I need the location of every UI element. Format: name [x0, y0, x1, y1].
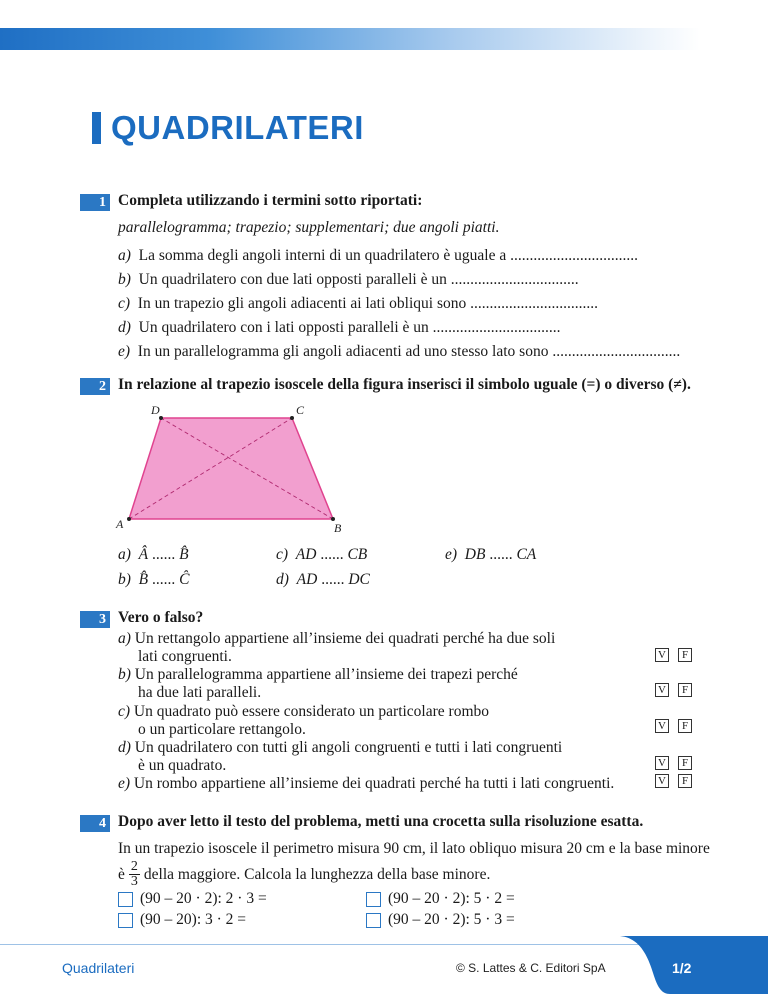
- item-line1: Un rombo appartiene all’insieme dei quadrati perché ha tutti i lati congruenti.: [133, 775, 615, 792]
- fraction-numerator: 2: [130, 859, 138, 874]
- item-letter: d): [276, 571, 289, 588]
- trapezoid-figure: [108, 402, 358, 534]
- true-box[interactable]: V: [655, 774, 669, 788]
- item-letter: c): [118, 295, 131, 312]
- item-letter: e): [445, 546, 458, 563]
- item-letter: a): [118, 630, 131, 647]
- fill-item: [118, 343, 680, 361]
- item-letter: e): [118, 343, 131, 360]
- fill-item: [118, 271, 579, 289]
- item-letter: d): [118, 739, 131, 756]
- vertex-a-point: [127, 517, 131, 521]
- header-band: [0, 28, 700, 50]
- option-checkbox[interactable]: [366, 892, 381, 907]
- compare-dots: ......: [489, 546, 513, 563]
- problem-prefix: è: [118, 865, 125, 883]
- item-line2: è un quadrato.: [138, 757, 227, 774]
- compare-right: DC: [348, 571, 370, 588]
- item-line2: o un particolare rettangolo.: [138, 721, 306, 738]
- compare-item: [118, 571, 189, 589]
- false-box[interactable]: F: [678, 774, 692, 788]
- item-letter: a): [118, 247, 131, 264]
- compare-left: Â: [138, 546, 149, 563]
- fraction: [129, 860, 140, 889]
- exercise-title: In relazione al trapezio isoscele della figura inserisci il simbolo uguale (=) o diverso (≠).: [118, 376, 691, 393]
- true-false-item: [118, 703, 489, 739]
- exercise-title: Completa utilizzando i termini sotto riportati:: [118, 192, 423, 209]
- true-false-item: [118, 775, 614, 793]
- item-text: La somma degli angoli interni di un quadrilatero è uguale a .................................: [138, 247, 639, 264]
- vertex-a-label: A: [116, 517, 124, 531]
- problem-text-2: [118, 860, 490, 889]
- true-box[interactable]: V: [655, 756, 669, 770]
- problem-text: In un trapezio isoscele il perimetro misura 90 cm, il lato obliquo misura 20 cm e la base minore: [118, 840, 710, 857]
- false-box[interactable]: F: [678, 719, 692, 733]
- footer-copyright: © S. Lattes & C. Editori SpA: [456, 961, 606, 975]
- true-false-item: [118, 630, 555, 666]
- exercise-number: 3: [80, 611, 110, 628]
- vertex-c-point: [290, 416, 294, 420]
- title-marker: [92, 112, 101, 144]
- vertex-d-label: D: [151, 403, 160, 417]
- compare-right: Ĉ: [179, 571, 190, 588]
- option-checkbox[interactable]: [118, 892, 133, 907]
- item-text: Un quadrilatero con i lati opposti paralleli è un .................................: [138, 319, 561, 336]
- page-number: 1/2: [672, 960, 692, 976]
- item-letter: b): [118, 666, 131, 683]
- false-box[interactable]: F: [678, 683, 692, 697]
- compare-left: DB: [464, 546, 486, 563]
- compare-left: AD: [296, 571, 318, 588]
- false-box[interactable]: F: [678, 648, 692, 662]
- compare-right: B̂: [179, 546, 189, 563]
- exercise-title: Dopo aver letto il testo del problema, metti una crocetta sulla risoluzione esatta.: [118, 813, 644, 830]
- item-line1: Un quadrilatero con tutti gli angoli congruenti e tutti i lati congruenti: [134, 739, 563, 756]
- item-line1: Un quadrato può essere considerato un particolare rombo: [133, 703, 490, 720]
- item-letter: d): [118, 319, 131, 336]
- item-letter: b): [118, 271, 131, 288]
- vertex-c-label: C: [296, 403, 305, 417]
- compare-dots: ......: [320, 546, 344, 563]
- option-label: (90 – 20 · 2): 2 · 3 =: [140, 890, 267, 907]
- trapezoid-shape: [129, 418, 333, 519]
- item-letter: e): [118, 775, 131, 792]
- item-line2: lati congruenti.: [138, 648, 232, 665]
- page-tab-shape: [620, 936, 768, 994]
- page-title-block: [92, 108, 364, 148]
- false-box[interactable]: F: [678, 756, 692, 770]
- compare-dots: ......: [152, 546, 176, 563]
- exercise-number: 2: [80, 378, 110, 395]
- true-box[interactable]: V: [655, 683, 669, 697]
- item-letter: b): [118, 571, 131, 588]
- true-box[interactable]: V: [655, 648, 669, 662]
- exercise-number: 1: [80, 194, 110, 211]
- item-letter: c): [276, 546, 289, 563]
- true-box[interactable]: V: [655, 719, 669, 733]
- fraction-denominator: 3: [130, 874, 138, 889]
- compare-left: AD: [295, 546, 317, 563]
- terms-list: parallelogramma; trapezio; supplementari; due angoli piatti.: [118, 219, 500, 236]
- compare-left: B̂: [138, 571, 149, 588]
- item-line1: Un parallelogramma appartiene all’insieme dei trapezi perché: [134, 666, 518, 683]
- compare-item: [445, 546, 536, 564]
- fill-item: [118, 247, 638, 265]
- item-text: In un parallelogramma gli angoli adiacenti ad uno stesso lato sono .................................: [137, 343, 681, 360]
- compare-right: CB: [347, 546, 368, 563]
- fill-item: [118, 295, 598, 313]
- true-false-item: [118, 739, 562, 775]
- option-checkbox[interactable]: [366, 913, 381, 928]
- compare-item: [276, 546, 367, 564]
- compare-dots: ......: [152, 571, 176, 588]
- option-label: (90 – 20): 3 · 2 =: [140, 911, 247, 928]
- option-label: (90 – 20 · 2): 5 · 2 =: [388, 890, 515, 907]
- compare-item: [276, 571, 370, 589]
- true-false-item: [118, 666, 518, 702]
- option-label: (90 – 20 · 2): 5 · 3 =: [388, 911, 515, 928]
- item-line2: ha due lati paralleli.: [138, 684, 262, 701]
- footer-section-name: Quadrilateri: [62, 960, 135, 976]
- problem-suffix: della maggiore. Calcola la lunghezza della base minore.: [143, 865, 491, 883]
- vertex-b-label: B: [334, 521, 342, 534]
- page-title: QUADRILATERI: [111, 109, 364, 146]
- item-text: In un trapezio gli angoli adiacenti ai lati obliqui sono .................................: [137, 295, 598, 312]
- fill-item: [118, 319, 561, 337]
- item-text: Un quadrilatero con due lati opposti paralleli è un .................................: [138, 271, 579, 288]
- option-checkbox[interactable]: [118, 913, 133, 928]
- item-letter: c): [118, 703, 131, 720]
- item-letter: a): [118, 546, 131, 563]
- compare-item: [118, 546, 189, 564]
- compare-dots: ......: [321, 571, 345, 588]
- exercise-title: Vero o falso?: [118, 609, 204, 626]
- compare-right: CA: [516, 546, 537, 563]
- exercise-number: 4: [80, 815, 110, 832]
- item-line1: Un rettangolo appartiene all’insieme dei quadrati perché ha due soli: [134, 630, 556, 647]
